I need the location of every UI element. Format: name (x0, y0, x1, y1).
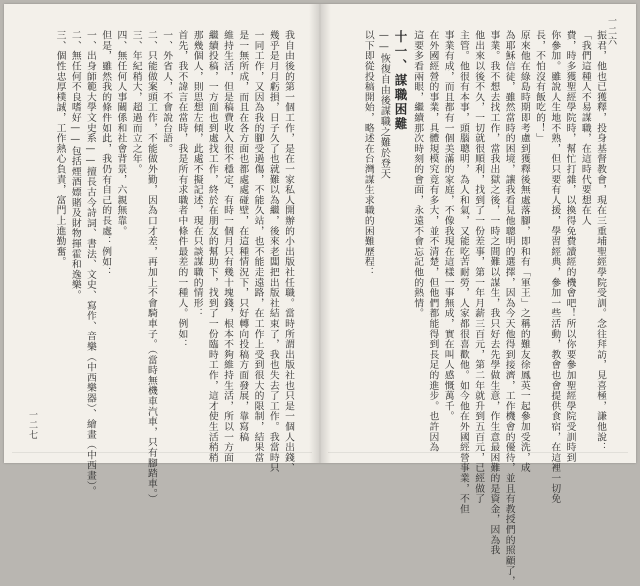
left-line-12: 四、無任何人事關係和社會背景，六親無靠。 (115, 30, 127, 236)
right-line-10: 主管。他很有本事，頭腦聰明，為人和氣，又能吃苦耐勞，人家都很喜歡他。如今他在外國經營事業，不但 (457, 30, 469, 515)
left-line-6: 繼續投稿，一方面也到處找工作，終於在朋友的幫助下，找到了一份臨時工作，這才使生活稍稍 (206, 30, 218, 463)
left-line-1: 我自由後的第一個工作，是在一家私人開辦的小出版社任職。當時所謂出版社也只是一個人出錢、 (283, 30, 294, 473)
left-page-edge (12, 452, 312, 453)
section-heading: 十一、謀職困難 (392, 30, 408, 132)
right-line-1: 振君，他也已獲釋，投身基督教會，現在三重埔聖經學院受訓。念往拜訪，見喜極，謙他說： (595, 30, 606, 453)
right-line-12: 在外國經營的事業，具體規模究竟有多大，並不清楚，但他們都能得到長足的進步。也許因為 (427, 30, 439, 453)
right-line-11: 事業有成，而且都有一個美滿的家庭，不像我現在這樣一事無成，實在叫人感慨萬千。 (442, 30, 454, 422)
left-line-2: 幾乎是月月虧損，日子久了也就難以為繼，後來老闆把出版社結束了，我也失去了工作。我當時只 (267, 30, 279, 473)
left-line-14: 一、出身師範大學文史系——擅長古今詩詞、書法、文史、寫作、音樂（中西樂器）、繪畫（中西畫）。 (84, 30, 96, 497)
left-line-9: 一、外省人，不會說台語。 (161, 30, 173, 154)
right-page-text (356, 30, 606, 586)
book-spread (4, 4, 636, 586)
right-line-7: 為耶穌信徒，雖然當時的困境，讓我看見他聰明的選擇，因為今天他得到接濟，工作機會的優待，並且有教授們的照顧了， (503, 30, 515, 586)
left-line-16: 三、個性忠厚樸誠，工作熱心負責，富門上進勤奮。 (54, 30, 66, 267)
left-line-13: 但是，雖然我的條件如此，我仍有自己的長處：例如： (100, 30, 112, 278)
right-page (320, 4, 636, 586)
left-line-11: 三、年紀稍大，超過而立之年。 (130, 30, 142, 175)
right-line-2: 「我們這種人不易謀職，在這時代要想在人 (579, 30, 591, 226)
right-line-6: 原來他在綠島時期即考慮到獲釋後無處落腳，即和有「軍王」之稱的難友徐鳳英一起參加受洗，成 (518, 30, 530, 473)
right-line-5: 長，不怕沒有飯吃的！」 (534, 30, 546, 144)
left-page (4, 4, 320, 505)
left-line-15: 二、無任何不良嗜好——包括煙酒嫖賭及財物揮霍和逸樂。 (69, 30, 81, 301)
right-line-4: 你參加。雖說人生地不熟，但只要有人援，學習經典，參加一些活動，教會也會提供食宿，在這裡一切免 (549, 30, 561, 504)
right-line-3: 費，時多獲聖經學院時，幫忙打雜，以換得免費讀經的機會吧！所以你要參加聖經學院受訓時到 (564, 30, 576, 463)
right-page-number: 一二六 (606, 16, 616, 46)
left-line-7: 那幾個人，則思想左傾，此處不擬記述，現在只談謀職的情形： (191, 30, 203, 319)
right-line-9: 他出來以後不久，一切就很順利，找到了一份差事，第一年月薪三百元，第二年就升到五百元，已經做了 (473, 30, 485, 504)
left-line-4: 是一無所成，而且在各方面也都處處碰壁，在這種情況下，只好轉向投稿方面發展，靠寫稿 (237, 30, 249, 442)
right-line-8: 事業。我不想去找工作，當我出獄之後，一時之間難以謀生，我只好去先學做生意，作生意最困難的是資金，因為我 (488, 30, 500, 556)
left-page-number: 一二七 (27, 410, 37, 440)
right-line-13: 這要多看兩眼，繼續那次時刻的會面，永遠不會忘記他的熱情。 (412, 30, 424, 319)
right-line-14: 以下即從投稿開始，略述在台灣謀生求職的困難歷程： (362, 30, 374, 278)
section-subheading: ——恢復自由後謀職之難於登天 (378, 30, 390, 179)
left-line-10: 二、只能做案頭工作，不能做外勤，因為口才差，再加上不會騎車子。（當時無機車汽車，只有腳踏車。） (145, 30, 157, 505)
left-line-3: 一同工作，又因為我的腳受過傷，不能久站，也不能走遠路，在工作上受到很大的限制，結果當 (252, 30, 264, 463)
left-line-5: 維持生活，但是稿費收入很不穩定，有時一個月只有幾十塊錢，根本不夠維持生活，所以一方面 (222, 30, 234, 463)
right-page-edge (328, 452, 628, 453)
left-line-8: 首先，我不諱言在當時，我是所有求職者中條件最差的一種人。例如： (176, 30, 188, 350)
